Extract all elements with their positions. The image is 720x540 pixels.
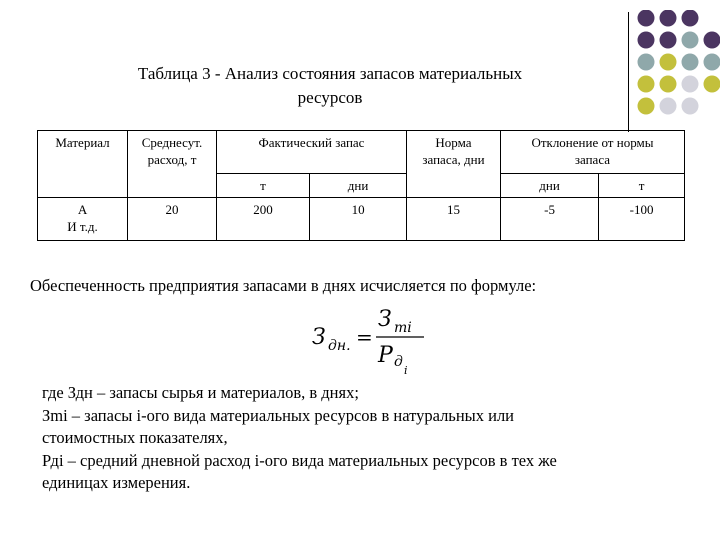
decorative-dot [704, 54, 720, 71]
decorative-dot [704, 76, 720, 93]
subheader-actual-days: дни [310, 174, 407, 198]
subheader-deviation-days: дни [500, 174, 598, 198]
decorative-dot [638, 10, 655, 27]
formula [306, 300, 466, 380]
header-actual-stock: Фактический запас [216, 131, 406, 174]
definition-line: Рдi – средний дневной расход i-ого вида материальных ресурсов в тех же [42, 450, 557, 470]
formula-denominator: Р [378, 343, 393, 368]
title-line-2: ресурсов [297, 88, 363, 107]
cell-material: А И т.д. [38, 198, 128, 241]
subheader-actual-t: т [216, 174, 309, 198]
header-norm: Норма запаса, дни [407, 131, 501, 198]
decorative-dot [682, 76, 699, 93]
title-line-1: Таблица 3 - Анализ состояния запасов материальных [137, 64, 523, 83]
header-material: Материал [38, 131, 128, 198]
cell-deviation-t: -100 [599, 198, 685, 241]
cell-avg-consumption: 20 [128, 198, 217, 241]
formula-lhs-sub: дн. [328, 338, 351, 354]
definition-line: где Здн – запасы сырья и материалов, в днях; [42, 383, 359, 402]
decorative-dot-grid [628, 10, 720, 132]
formula-denominator-subsub: i [404, 364, 408, 377]
decorative-dot [704, 32, 720, 49]
formula-numerator-sub: mi [394, 320, 412, 336]
definition-line: Зmi – запасы i-ого вида материальных ресурсов в натуральных или [42, 405, 515, 425]
cell-actual-days: 10 [310, 198, 407, 241]
cell-deviation-days: -5 [500, 198, 598, 241]
decorative-dot [660, 54, 677, 71]
formula-equals: = [356, 325, 373, 349]
definitions [42, 382, 702, 495]
header-avg-consumption: Среднесут. расход, т [128, 131, 217, 198]
cell-actual-t: 200 [216, 198, 309, 241]
decorative-dot [638, 76, 655, 93]
header-deviation: Отклонение от нормы запаса [500, 131, 684, 174]
formula-intro: Обеспеченность предприятия запасами в днях исчисляется по формуле: [30, 276, 537, 295]
formula-denominator-sub: д [394, 354, 403, 370]
formula-numerator: З [378, 307, 392, 332]
decorative-dot [660, 98, 677, 115]
table-header-row [38, 131, 685, 174]
decorative-dot [682, 54, 699, 71]
definition-line: единицах измерения. [42, 473, 191, 492]
subheader-deviation-t: т [599, 174, 685, 198]
decorative-vertical-line [628, 12, 629, 132]
decorative-dot [638, 98, 655, 115]
decorative-dot [660, 10, 677, 27]
decorative-dot [682, 10, 699, 27]
decorative-dot [660, 76, 677, 93]
decorative-dot [682, 98, 699, 115]
decorative-dot [638, 54, 655, 71]
decorative-dot [660, 32, 677, 49]
decorative-dot [638, 32, 655, 49]
table-row [38, 198, 685, 241]
formula-lhs: З [312, 325, 326, 350]
stock-analysis-table [37, 130, 685, 241]
definition-line: стоимостных показателях, [42, 428, 228, 447]
table-title [60, 62, 600, 110]
cell-norm: 15 [407, 198, 501, 241]
decorative-dot [682, 32, 699, 49]
